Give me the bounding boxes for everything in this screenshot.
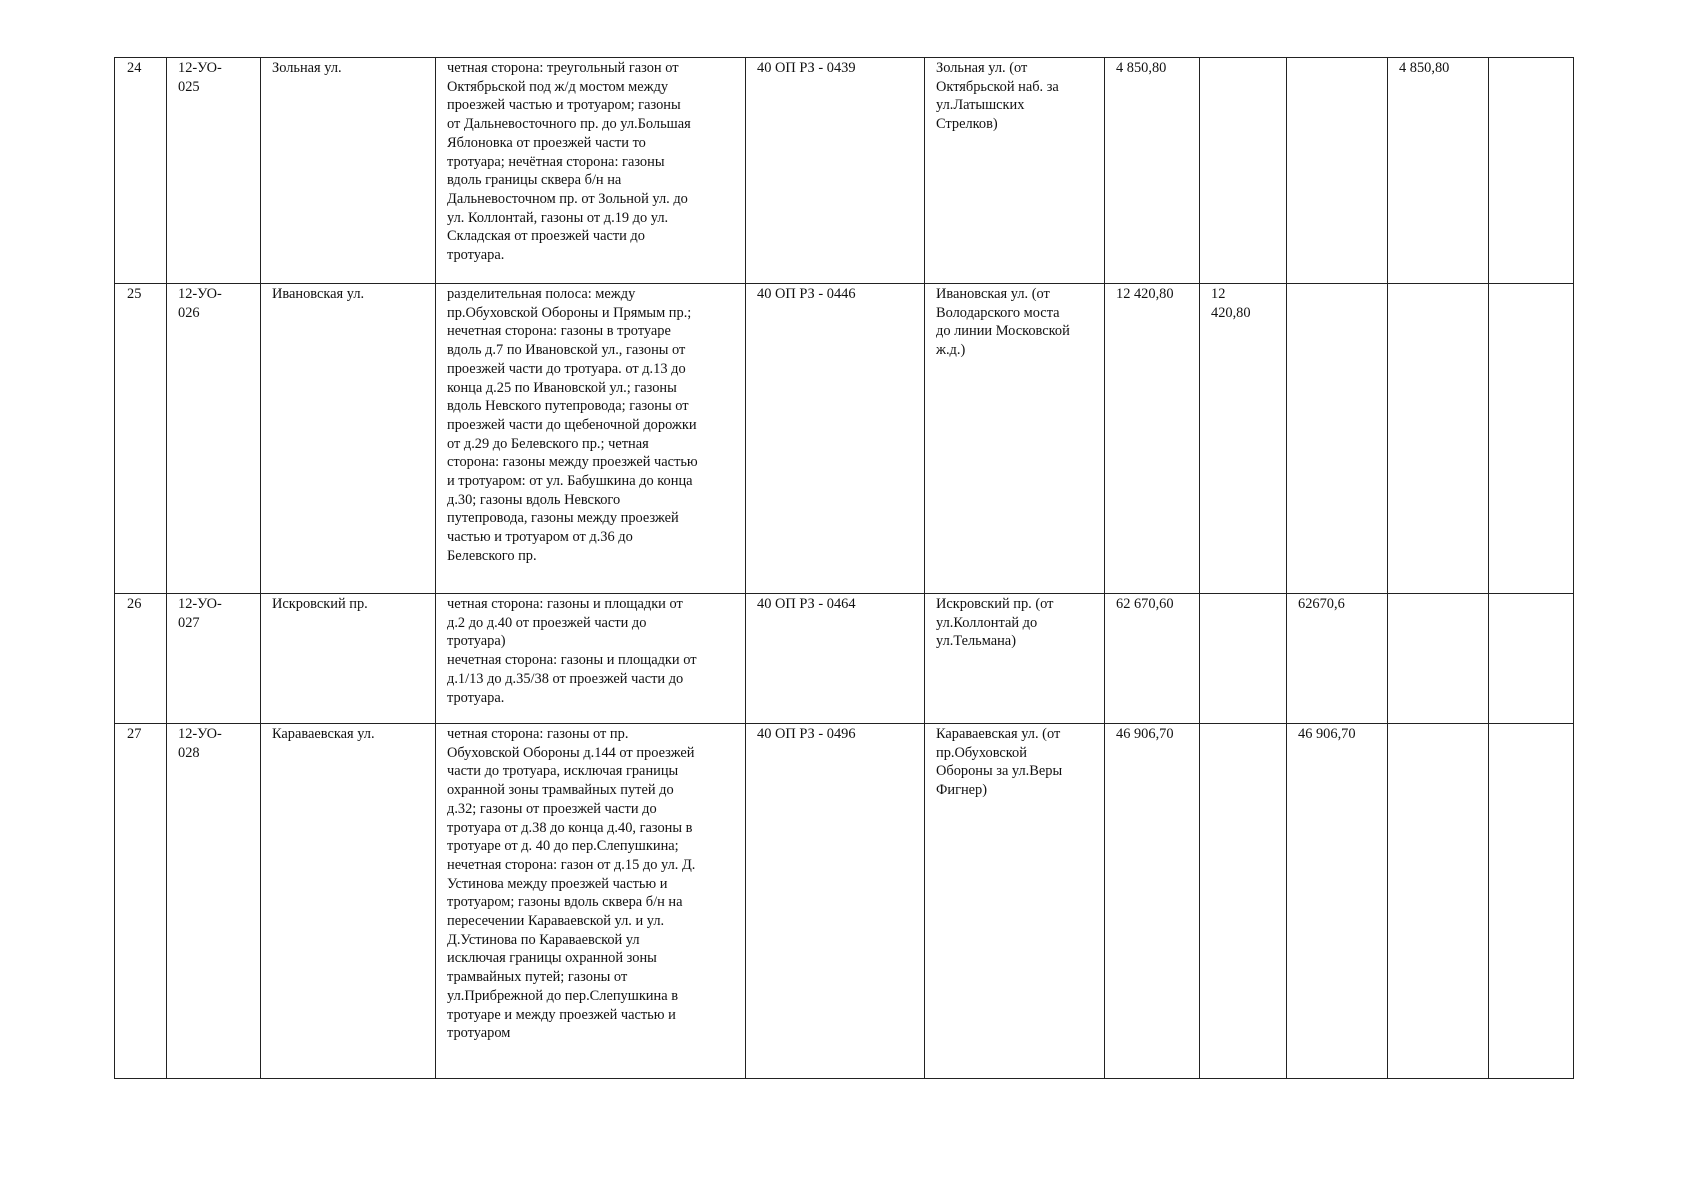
area-column-2 (1287, 284, 1388, 594)
row-number: 24 (115, 58, 167, 284)
area-column-3 (1388, 594, 1489, 724)
area-column-1 (1200, 58, 1287, 284)
area-total: 46 906,70 (1105, 724, 1200, 1079)
table-row (115, 594, 1574, 724)
object-description: четная сторона: газоны от пр. Обуховской Обороны д.144 от проезжей части до тротуара, исключая границы охранной зоны трамвайных путей до д.32; газоны от проезжей части до тротуара от д.38 до конца д.40, газоны в тротуаре от д. 40 до пер.Слепушкина; нечетная сторона: газон от д.15 до ул. Д. Устинова между проезжей частью и тротуаром; газоны вдоль сквера б/н на пересечении Караваевской ул. и ул. Д.Устинова по Караваевской ул исключая границы охранной зоны трамвайных путей; газоны от ул.Прибрежной до пер.Слепушкина в тротуаре и между проезжей частью и тротуаром (436, 724, 746, 1079)
area-column-4 (1489, 284, 1574, 594)
road-name: Ивановская ул. (от Володарского моста до линии Московской ж.д.) (925, 284, 1105, 594)
object-description: четная сторона: газоны и площадки от д.2 до д.40 от проезжей части до тротуара) нечетная сторона: газоны и площадки от д.1/13 до д.35/38 от проезжей части до тротуара. (436, 594, 746, 724)
road-id: 40 ОП РЗ - 0439 (746, 58, 925, 284)
road-name: Искровский пр. (от ул.Коллонтай до ул.Тельмана) (925, 594, 1105, 724)
object-code: 12-УО- 025 (167, 58, 261, 284)
area-column-3 (1388, 724, 1489, 1079)
area-column-3: 4 850,80 (1388, 58, 1489, 284)
area-column-1 (1200, 724, 1287, 1079)
object-name: Караваевская ул. (261, 724, 436, 1079)
area-total: 4 850,80 (1105, 58, 1200, 284)
registry-table (114, 57, 1574, 1079)
row-number: 27 (115, 724, 167, 1079)
area-column-3 (1388, 284, 1489, 594)
object-name: Зольная ул. (261, 58, 436, 284)
object-description: разделительная полоса: между пр.Обуховской Обороны и Прямым пр.; нечетная сторона: газоны в тротуаре вдоль д.7 по Ивановской ул., газоны от проезжей части до тротуара. от д.13 до конца д.25 по Ивановской ул.; газоны вдоль Невского путепровода; газоны от проезжей части до щебеночной дорожки от д.29 до Белевского пр.; четная сторона: газоны между проезжей частью и тротуаром: от ул. Бабушкина до конца д.30; газоны вдоль Невского путепровода, газоны между проезжей частью и тротуаром от д.36 до Белевского пр. (436, 284, 746, 594)
area-total: 62 670,60 (1105, 594, 1200, 724)
table-row (115, 724, 1574, 1079)
road-id: 40 ОП РЗ - 0464 (746, 594, 925, 724)
row-number: 25 (115, 284, 167, 594)
object-code: 12-УО- 026 (167, 284, 261, 594)
area-column-2: 46 906,70 (1287, 724, 1388, 1079)
table-row (115, 58, 1574, 284)
area-column-4 (1489, 58, 1574, 284)
area-column-2: 62670,6 (1287, 594, 1388, 724)
object-code: 12-УО- 027 (167, 594, 261, 724)
road-name: Зольная ул. (от Октябрьской наб. за ул.Латышских Стрелков) (925, 58, 1105, 284)
area-total: 12 420,80 (1105, 284, 1200, 594)
table-row (115, 284, 1574, 594)
object-name: Ивановская ул. (261, 284, 436, 594)
area-column-4 (1489, 724, 1574, 1079)
area-column-1: 12 420,80 (1200, 284, 1287, 594)
area-column-2 (1287, 58, 1388, 284)
object-code: 12-УО- 028 (167, 724, 261, 1079)
area-column-1 (1200, 594, 1287, 724)
row-number: 26 (115, 594, 167, 724)
area-column-4 (1489, 594, 1574, 724)
road-name: Караваевская ул. (от пр.Обуховской Обороны за ул.Веры Фигнер) (925, 724, 1105, 1079)
object-description: четная сторона: треугольный газон от Октябрьской под ж/д мостом между проезжей частью и тротуаром; газоны от Дальневосточного пр. до ул.Большая Яблоновка от проезжей части то тротуара; нечётная сторона: газоны вдоль границы сквера б/н на Дальневосточном пр. от Зольной ул. до ул. Коллонтай, газоны от д.19 до ул. Складская от проезжей части до тротуара. (436, 58, 746, 284)
object-name: Искровский пр. (261, 594, 436, 724)
road-id: 40 ОП РЗ - 0496 (746, 724, 925, 1079)
road-id: 40 ОП РЗ - 0446 (746, 284, 925, 594)
